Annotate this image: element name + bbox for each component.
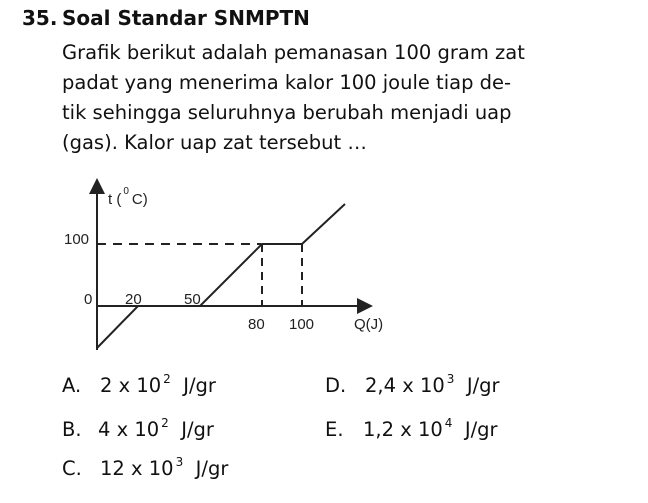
option-base: 2 x 10	[100, 374, 162, 397]
question-line: padat yang menerima kalor 100 joule tiap de-	[62, 71, 512, 94]
option-exp: 3	[446, 372, 455, 386]
option-base: 12 x 10	[100, 457, 174, 480]
option-c[interactable]	[62, 455, 228, 480]
option-base: 1,2 x 10	[363, 418, 443, 441]
option-exp: 4	[444, 416, 453, 430]
y-tick-0: 0	[84, 291, 93, 308]
option-unit: J/gr	[183, 374, 216, 397]
option-letter: B.	[62, 418, 82, 441]
option-b[interactable]	[62, 416, 214, 441]
option-exp: 2	[161, 416, 169, 430]
x-label-100: 100	[289, 316, 315, 333]
y-axis-label: t ( $^0$ C)	[108, 186, 148, 208]
option-d[interactable]	[325, 372, 500, 397]
question-title: Soal Standar SNMPTN	[62, 6, 310, 30]
option-letter: A.	[62, 374, 82, 397]
option-unit: J/gr	[181, 418, 214, 441]
question-line: (gas). Kalor uap zat tersebut …	[62, 131, 367, 154]
option-a[interactable]	[62, 372, 216, 397]
option-unit: J/gr	[466, 374, 500, 397]
option-exp: 3	[175, 455, 184, 469]
option-unit: J/gr	[195, 457, 229, 480]
option-letter: E.	[325, 418, 344, 441]
option-letter: D.	[325, 374, 347, 397]
option-base: 4 x 10	[98, 418, 160, 441]
option-e[interactable]	[325, 416, 498, 441]
x-label-20: 20	[125, 291, 142, 308]
x-label-50: 50	[184, 291, 201, 308]
question-line: Grafik berikut adalah pemanasan 100 gram zat	[62, 41, 525, 64]
question-line: tik sehingga seluruhnya berubah menjadi uap	[62, 101, 512, 124]
y-tick-100: 100	[64, 231, 90, 248]
option-base: 2,4 x 10	[365, 374, 445, 397]
option-exp: 2	[163, 372, 171, 386]
x-label-80: 80	[248, 316, 265, 333]
x-axis-label: Q(J)	[354, 316, 384, 333]
question-number: 35.	[22, 6, 58, 30]
option-letter: C.	[62, 457, 82, 480]
option-unit: J/gr	[464, 418, 498, 441]
